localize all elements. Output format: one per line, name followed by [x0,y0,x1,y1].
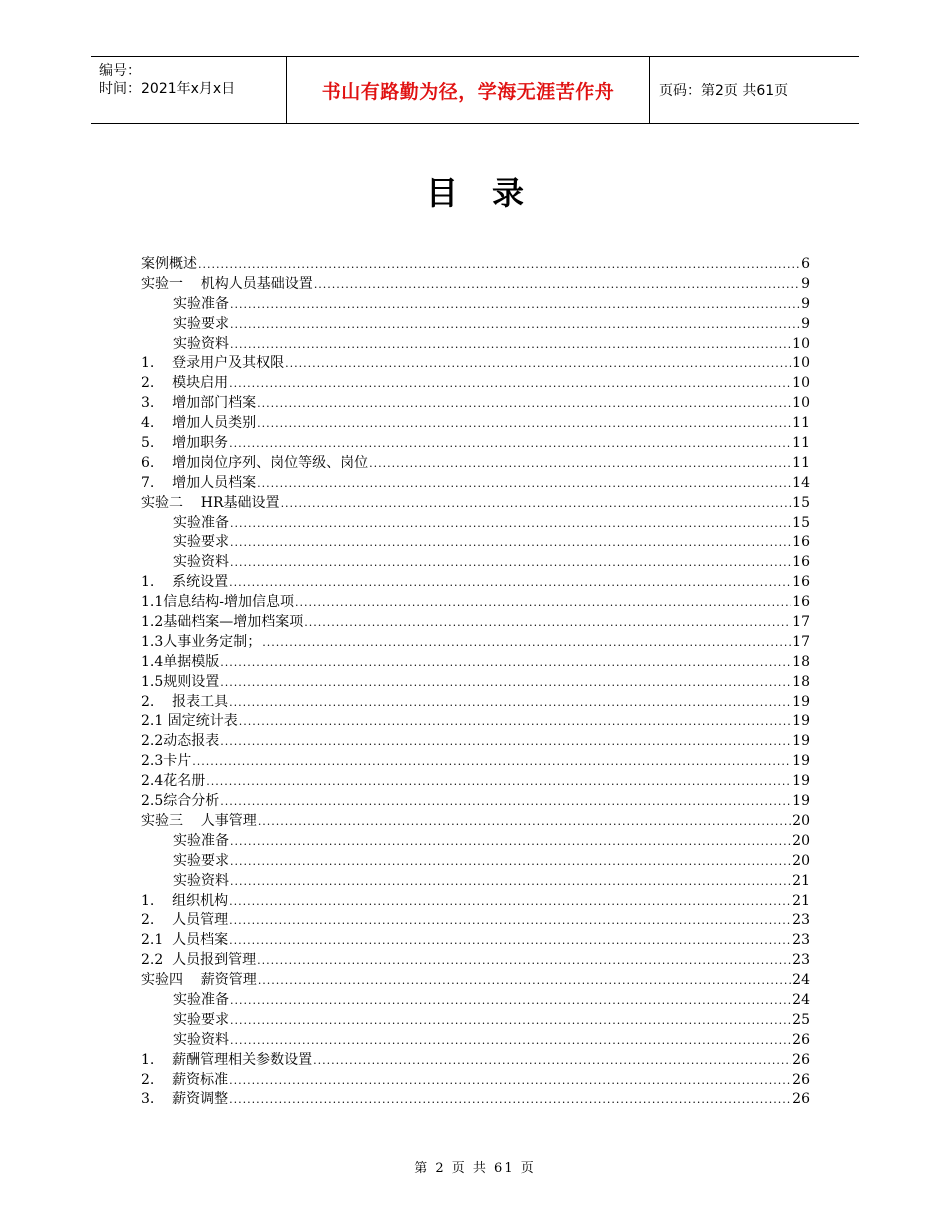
toc-leader-dots [229,573,791,593]
toc-entry-page: 14 [792,474,810,491]
toc-leader-dots [229,693,791,713]
toc-entry-page: 15 [792,494,810,511]
toc-leader-dots [262,633,791,653]
toc-entry-page: 16 [792,594,810,611]
toc-entry[interactable] [141,693,810,713]
toc-entry-page: 10 [792,375,810,392]
toc-leader-dots [258,971,791,991]
toc-entry[interactable] [141,414,810,434]
toc-entry-label: 实验准备 [173,991,229,1008]
toc-entry-page: 10 [792,395,810,412]
toc-leader-dots [230,553,791,573]
toc-entry-page: 9 [801,295,810,312]
header-page-info: 页码：第2页 共61页 [659,83,789,99]
toc-entry-label: 实验二 HR基础设置 [141,494,280,511]
toc-entry[interactable] [141,951,810,971]
toc-entry[interactable] [141,812,810,832]
toc-entry[interactable] [141,892,810,912]
toc-leader-dots [285,354,791,374]
toc-leader-dots [198,255,800,275]
toc-leader-dots [229,1071,791,1091]
toc-entry-label: 实验准备 [173,832,229,849]
toc-entry[interactable] [141,872,810,892]
toc-entry[interactable] [141,454,810,474]
toc-leader-dots [258,812,791,832]
toc-entry-page: 19 [792,713,810,730]
toc-entry[interactable] [141,613,810,633]
toc-entry-label: 2.5综合分析 [141,793,220,810]
toc-entry-label: 1. 薪酬管理相关参数设置 [141,1051,313,1068]
toc-leader-dots [230,872,791,892]
toc-entry-page: 19 [792,793,810,810]
toc-entry[interactable] [141,792,810,812]
header-motto: 书山有路勤为径，学海无涯苦作舟 [321,80,615,103]
toc-entry-label: 2. 模块启用 [141,375,229,392]
toc-entry[interactable] [141,991,810,1011]
toc-entry-page: 18 [792,673,810,690]
toc-entry-label: 实验资料 [173,554,229,571]
toc-entry-page: 6 [801,256,810,272]
toc-entry[interactable] [141,1071,810,1091]
toc-entry-page: 16 [792,534,810,551]
toc-entry-label: 3. 薪资调整 [141,1091,229,1108]
toc-entry-page: 23 [792,952,810,969]
toc-leader-dots [229,931,791,951]
toc-entry-label: 实验要求 [173,1011,229,1028]
toc-entry-label: 2. 薪资标准 [141,1071,229,1088]
toc-entry-label: 1. 组织机构 [141,892,229,909]
toc-entry[interactable] [141,911,810,931]
toc-leader-dots [314,275,800,295]
toc-entry[interactable] [141,1051,810,1071]
toc-entry-label: 2.2 人员报到管理 [141,952,257,969]
toc-entry[interactable] [141,931,810,951]
toc-entry-page: 10 [792,355,810,372]
toc-entry-page: 16 [792,574,810,591]
toc-entry-label: 2.1 固定统计表 [141,713,238,730]
toc-entry[interactable] [141,852,810,872]
toc-entry-label: 1.2基础档案—增加档案项 [141,614,304,631]
toc-leader-dots [257,394,791,414]
toc-entry-page: 26 [792,1091,810,1108]
toc-entry[interactable] [141,315,810,335]
toc-entry[interactable] [141,673,810,693]
toc-leader-dots [304,613,791,633]
toc-entry-label: 7. 增加人员档案 [141,474,257,491]
toc-entry-page: 26 [792,1071,810,1088]
toc-entry-label: 实验三 人事管理 [141,812,257,829]
toc-entry[interactable] [141,593,810,613]
toc-entry-label: 实验资料 [173,872,229,889]
toc-entry-page: 20 [792,852,810,869]
header-meta [99,62,289,98]
toc-entry-page: 19 [792,693,810,710]
toc-entry[interactable] [141,1090,810,1110]
toc-entry-label: 实验资料 [173,335,229,352]
toc-entry-label: 1.5规则设置 [141,673,220,690]
toc-leader-dots [230,533,791,553]
toc-entry-label: 实验要求 [173,315,229,332]
toc-entry[interactable] [141,255,810,275]
toc-entry-label: 实验要求 [173,852,229,869]
toc-entry-label: 4. 增加人员类别 [141,415,257,432]
toc-entry-page: 21 [792,892,810,909]
toc-entry-page: 25 [792,1011,810,1028]
toc-leader-dots [369,454,791,474]
toc-entry-label: 1. 系统设置 [141,574,229,591]
toc-entry[interactable] [141,1011,810,1031]
toc-entry[interactable] [141,971,810,991]
toc-entry-page: 18 [792,653,810,670]
toc-entry-page: 10 [792,335,810,352]
toc-leader-dots [257,474,791,494]
toc-entry-label: 1. 登录用户及其权限 [141,355,285,372]
toc-entry-page: 24 [792,972,810,989]
toc-entry-page: 19 [792,773,810,790]
toc-entry-label: 2.2动态报表 [141,733,220,750]
toc-entry-page: 23 [792,932,810,949]
toc-leader-dots [229,434,791,454]
toc-entry-page: 11 [792,415,810,432]
toc-entry-page: 20 [792,812,810,829]
toc-entry-label: 案例概述 [141,256,197,272]
toc-entry-label: 1.1信息结构-增加信息项 [141,594,294,611]
toc-entry[interactable] [141,335,810,355]
toc-entry[interactable] [141,712,810,732]
document-date: 时间：2021年x月x日 [99,81,236,97]
toc-leader-dots [313,1051,791,1071]
toc-entry[interactable] [141,295,810,315]
toc-entry-page: 21 [792,872,810,889]
toc-entry-label: 2.4花名册 [141,773,206,790]
toc-entry[interactable] [141,832,810,852]
toc-leader-dots [230,852,791,872]
toc-entry[interactable] [141,354,810,374]
toc-leader-dots [230,1011,791,1031]
toc-leader-dots [230,991,791,1011]
toc-leader-dots [281,494,792,514]
toc-entry-page: 20 [792,832,810,849]
toc-leader-dots [230,514,791,534]
toc-entry-page: 15 [792,514,810,531]
toc-entry-page: 11 [792,435,810,452]
toc-entry-label: 实验一 机构人员基础设置 [141,275,313,292]
toc-entry[interactable] [141,533,810,553]
toc-entry-label: 2. 报表工具 [141,693,229,710]
toc-entry-label: 2.3卡片 [141,753,192,770]
toc-entry-page: 11 [792,454,810,471]
toc-entry-page: 26 [792,1051,810,1068]
toc-entry-label: 实验准备 [173,295,229,312]
toc-entry[interactable] [141,573,810,593]
toc-entry-label: 2. 人员管理 [141,912,229,929]
toc-entry[interactable] [141,553,810,573]
toc-leader-dots [230,335,791,355]
toc-entry-label: 实验资料 [173,1031,229,1048]
table-of-contents [141,255,810,1110]
toc-leader-dots [192,752,791,772]
toc-entry[interactable] [141,752,810,772]
toc-entry-label: 实验要求 [173,534,229,551]
toc-leader-dots [257,414,791,434]
toc-entry-label: 6. 增加岗位序列、岗位等级、岗位 [141,454,369,471]
toc-leader-dots [220,732,791,752]
toc-entry-label: 5. 增加职务 [141,435,229,452]
toc-entry[interactable] [141,633,810,653]
toc-entry[interactable] [141,374,810,394]
header-divider [649,57,650,123]
page-header [91,56,859,124]
toc-leader-dots [230,832,791,852]
toc-entry-page: 16 [792,554,810,571]
toc-entry[interactable] [141,494,810,514]
toc-leader-dots [220,792,791,812]
toc-entry[interactable] [141,514,810,534]
toc-leader-dots [229,374,791,394]
toc-leader-dots [229,892,791,912]
toc-leader-dots [230,295,800,315]
toc-entry[interactable] [141,653,810,673]
toc-leader-dots [229,911,791,931]
toc-leader-dots [230,1031,791,1051]
page-title: 目录 [425,174,558,212]
toc-entry-label: 1.3人事业务定制； [141,633,262,650]
page-footer: 第 2 页 共 61 页 [414,1161,536,1176]
toc-entry-label: 2.1 人员档案 [141,932,229,949]
toc-entry-label: 实验四 薪资管理 [141,972,257,989]
toc-leader-dots [206,772,791,792]
toc-entry-page: 24 [792,991,810,1008]
toc-entry[interactable] [141,732,810,752]
toc-entry-label: 实验准备 [173,514,229,531]
toc-entry-page: 17 [792,614,810,631]
toc-leader-dots [230,315,800,335]
toc-entry-label: 3. 增加部门档案 [141,395,257,412]
toc-leader-dots [220,653,791,673]
toc-entry[interactable] [141,474,810,494]
toc-entry-page: 19 [792,753,810,770]
document-number-label: 编号： [99,63,141,79]
toc-entry[interactable] [141,772,810,792]
toc-leader-dots [239,712,791,732]
toc-entry[interactable] [141,394,810,414]
toc-leader-dots [229,1090,791,1110]
toc-entry[interactable] [141,434,810,454]
toc-entry-page: 26 [792,1031,810,1048]
toc-entry-page: 23 [792,912,810,929]
toc-leader-dots [295,593,791,613]
toc-leader-dots [220,673,791,693]
toc-entry-page: 9 [801,275,810,292]
toc-entry[interactable] [141,275,810,295]
toc-entry-page: 17 [792,633,810,650]
toc-entry-page: 19 [792,733,810,750]
toc-leader-dots [257,951,791,971]
toc-entry-page: 9 [801,315,810,332]
toc-entry[interactable] [141,1031,810,1051]
toc-entry-label: 1.4单据模版 [141,653,220,670]
